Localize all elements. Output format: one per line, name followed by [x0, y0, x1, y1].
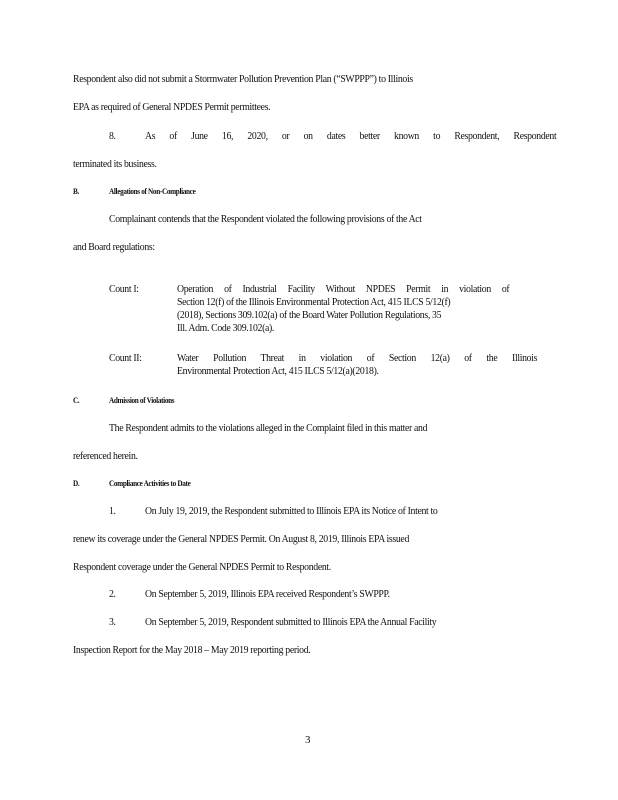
text-line: referenced herein. — [73, 451, 138, 462]
section-letter: C. — [73, 395, 80, 405]
count-text: Water Pollution Threat in violation of Section 12(a) of the Illinois — [177, 353, 538, 364]
text-line: On July 19, 2019, the Respondent submitted to Illinois EPA its Notice of Intent to — [145, 506, 438, 517]
text-line: The Respondent admits to the violations alleged in the Complaint filed in this matter and — [109, 423, 428, 434]
text-line: Respondent also did not submit a Stormwater Pollution Prevention Plan (“SWPPP”) to Illinois — [73, 74, 413, 85]
section-heading: Admission of Violations — [109, 395, 175, 405]
paragraph-number: 8. — [109, 131, 116, 142]
paragraph-number: 3. — [109, 617, 116, 628]
text-line: Respondent coverage under the General NPDES Permit to Respondent. — [73, 562, 331, 573]
count-text: Operation of Industrial Facility Without NPDES Permit in violation of — [177, 284, 510, 295]
count-text: Ill. Adm. Code 309.102(a). — [177, 323, 275, 334]
text-line: On September 5, 2019, Illinois EPA received Respondent’s SWPPP. — [145, 589, 390, 600]
count-label: Count II: — [109, 353, 142, 364]
count-text: Environmental Protection Act, 415 ILCS 5/12(a)(2018). — [177, 366, 379, 377]
text-line: As of June 16, 2020, or on dates better known to Respondent, Respondent — [145, 131, 557, 142]
page-number: 3 — [305, 734, 311, 746]
text-line: Inspection Report for the May 2018 – May 2019 reporting period. — [73, 645, 311, 656]
paragraph-number: 1. — [109, 506, 116, 517]
section-letter: B. — [73, 186, 79, 196]
count-text: (2018), Sections 309.102(a) of the Board Water Pollution Regulations, 35 — [177, 310, 442, 321]
text-line: and Board regulations: — [73, 242, 155, 253]
paragraph-number: 2. — [109, 589, 116, 600]
text-line: terminated its business. — [73, 159, 157, 170]
text-line: renew its coverage under the General NPDES Permit. On August 8, 2019, Illinois EPA issued — [73, 534, 410, 545]
text-line: EPA as required of General NPDES Permit permittees. — [73, 102, 271, 113]
count-text: Section 12(f) of the Illinois Environmental Protection Act, 415 ILCS 5/12(f) — [177, 297, 451, 308]
count-label: Count I: — [109, 284, 139, 295]
text-line: On September 5, 2019, Respondent submitted to Illinois EPA the Annual Facility — [145, 617, 437, 628]
section-heading: Compliance Activities to Date — [109, 478, 191, 488]
section-heading: Allegations of Non-Compliance — [109, 186, 196, 196]
section-letter: D. — [73, 478, 80, 488]
text-line: Complainant contends that the Respondent violated the following provisions of the Act — [109, 214, 422, 225]
